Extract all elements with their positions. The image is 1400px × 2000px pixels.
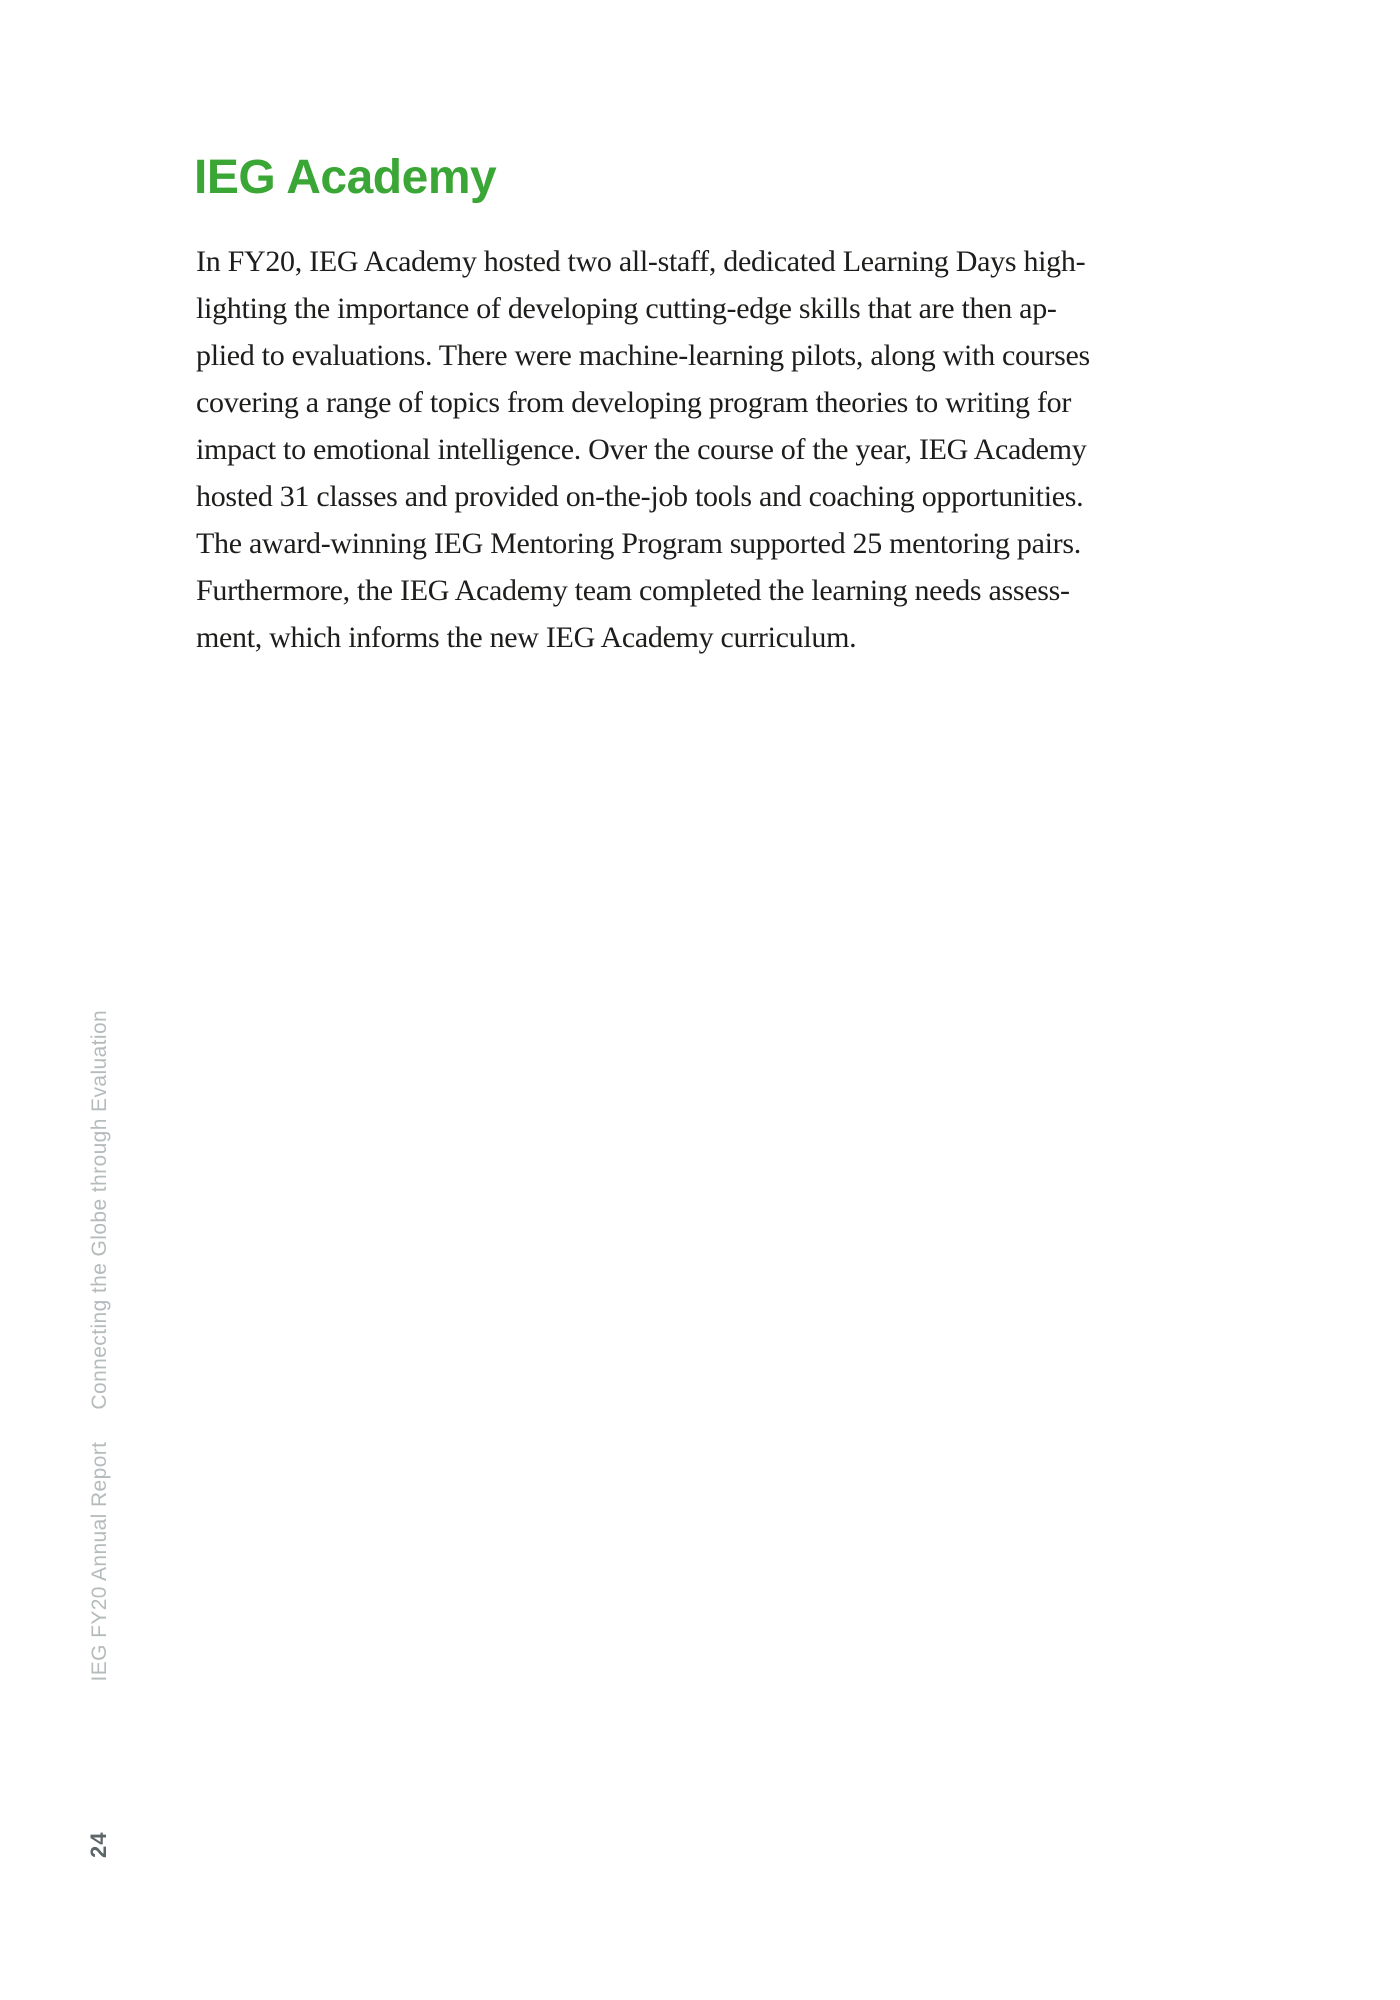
paragraph-line: The award-winning IEG Mentoring Program supported 25 mentoring pairs. bbox=[196, 527, 1081, 560]
page-number: 24 bbox=[86, 1831, 111, 1858]
paragraph-line: Furthermore, the IEG Academy team completed the learning needs assess- bbox=[196, 574, 1070, 607]
section-heading: IEG Academy bbox=[194, 151, 497, 204]
report-tagline: Connecting the Globe through Evaluation bbox=[88, 1009, 111, 1410]
body-paragraph bbox=[196, 238, 1090, 661]
report-title: IEG FY20 Annual Report bbox=[88, 1441, 111, 1682]
paragraph-line: In FY20, IEG Academy hosted two all-staff, dedicated Learning Days high- bbox=[196, 245, 1086, 278]
spine-footer bbox=[86, 958, 113, 1858]
paragraph-line: plied to evaluations. There were machine-learning pilots, along with courses bbox=[196, 339, 1090, 372]
paragraph-line: covering a range of topics from developing program theories to writing for bbox=[196, 386, 1072, 419]
paragraph-line: hosted 31 classes and provided on-the-job tools and coaching opportunities. bbox=[196, 480, 1084, 513]
paragraph-line: ment, which informs the new IEG Academy curriculum. bbox=[196, 621, 857, 654]
paragraph-line: lighting the importance of developing cutting-edge skills that are then ap- bbox=[196, 292, 1057, 325]
paragraph-line: impact to emotional intelligence. Over the course of the year, IEG Academy bbox=[196, 433, 1087, 466]
